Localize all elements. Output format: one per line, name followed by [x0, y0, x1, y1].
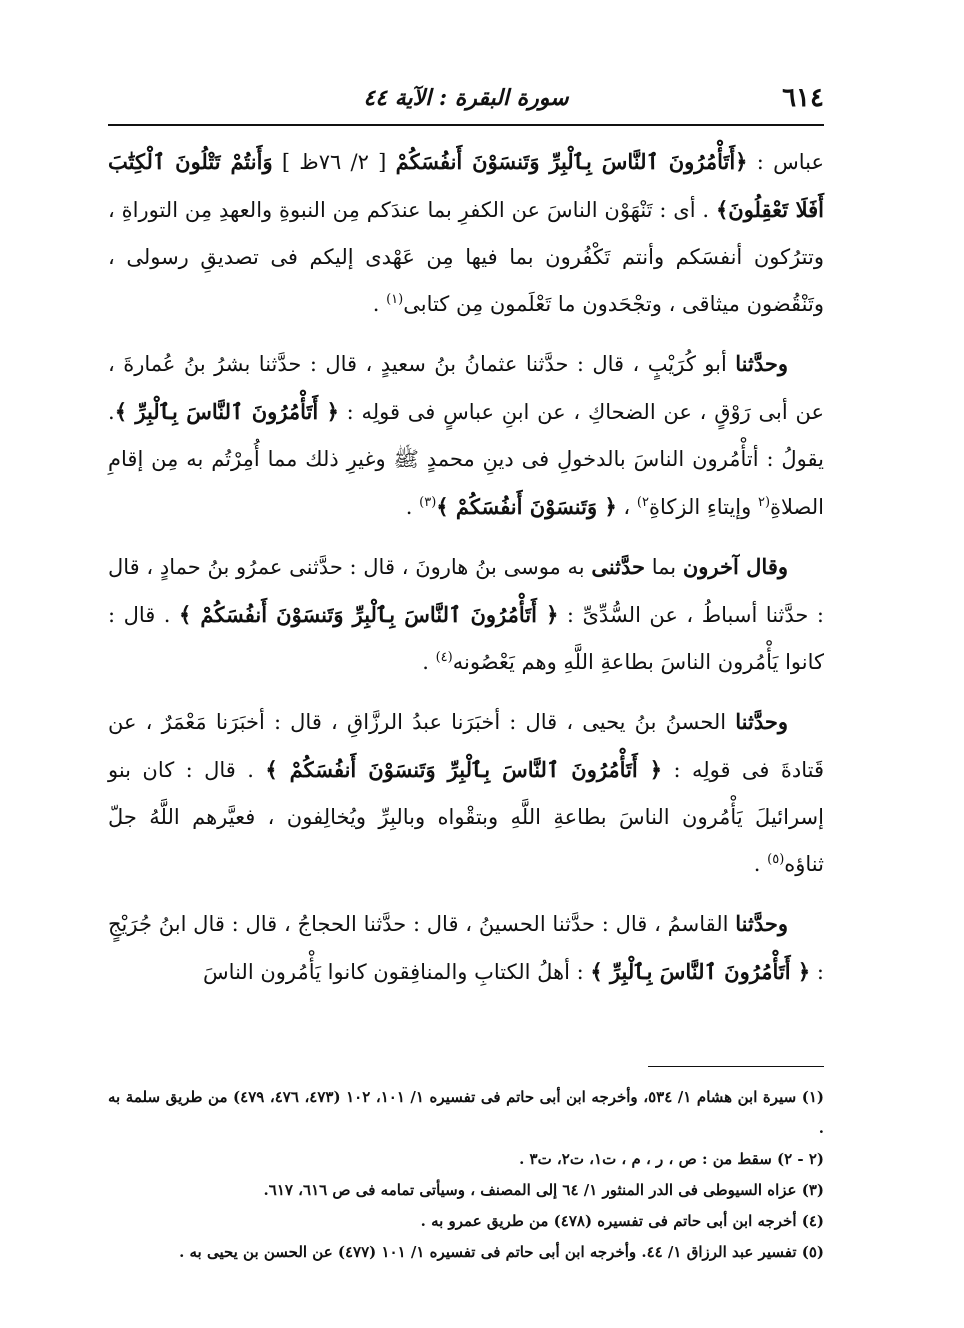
header-rule	[108, 124, 824, 126]
narration-marker: وقال آخرون	[682, 554, 789, 579]
text-run: . قال : كان بنو إسرائيلَ يَأْمُرون الناسَ بطاعةِ اللَّهِ وبتقْواه وبالبِرِّ ويُخالِفون ، فعيَّرهم اللَّهُ جلّ ثناؤه	[108, 758, 824, 876]
text-run: بما	[645, 555, 683, 579]
text-run: .	[372, 292, 387, 316]
footnote-2: (٢ - ٢) سقط من : ص ، ر ، م ، ت١، ت٢، ت٣ .	[519, 1150, 824, 1168]
text-run: أبو كُرَيْبٍ ، قال : حدَّثنا عثمانُ بنُ سعيدٍ ، قال : حدَّثنا بشرُ بنُ عُمارةَ ، عن أبى رَوْقٍ ، عن الضحاكِ ، عن ابنِ عباسٍ فى قولِه :	[108, 352, 825, 424]
footnote-ref: (١)	[386, 292, 404, 307]
text-run: : أهلُ الكتابِ والمنافِقون كانوا يَأْمُرون الناسَ	[203, 960, 591, 984]
narration-marker: وحدَّثنا	[735, 351, 788, 376]
main-text	[108, 138, 824, 1008]
text-run: .	[422, 650, 436, 674]
text-run: .	[753, 852, 768, 876]
quran-quote: ﴿أَتَأْمُرُونَ ٱلنَّاسَ بِٱلْبِرِّ وَتَنسَوْنَ أَنفُسَكُمْ	[395, 149, 748, 174]
text-run: وإيتاءِ الزكاةِ	[648, 495, 758, 519]
quran-quote: ﴿ أَتَأْمُرُونَ ٱلنَّاسَ بِٱلْبِرِّ وَتَنسَوْنَ أَنفُسَكُمْ ﴾	[178, 602, 559, 627]
paragraph-1	[108, 138, 824, 328]
paragraph-5	[108, 900, 824, 996]
text-run: عباس :	[747, 150, 824, 174]
quran-quote: ﴿ أَتَأْمُرُونَ ٱلنَّاسَ بِٱلْبِرِّ ﴾	[114, 399, 339, 424]
footnote-ref: (٢	[757, 495, 771, 510]
footnote-4: (٤) أخرجه ابن أبى حاتم فى تفسيره (٤٧٨) من طريق عمرو به .	[420, 1212, 824, 1230]
narration-marker: حدَّثنى	[591, 554, 646, 579]
quran-quote: ﴿ أَتَأْمُرُونَ ٱلنَّاسَ بِٱلْبِرِّ وَتَنسَوْنَ أَنفُسَكُمْ ﴾	[265, 757, 663, 782]
footnote-1: (١) سيرة ابن هشام ١/ ٥٣٤، وأخرجه ابن أبى حاتم فى تفسيره ١/ ١٠١، ١٠٢ (٤٧٣، ٤٧٦، ٤٧٩) من طريق سلمة به .	[108, 1088, 824, 1137]
narration-marker: وحدَّثنا	[735, 911, 788, 936]
text-run: ،	[616, 495, 637, 519]
footnote-ref: (٤)	[435, 650, 453, 665]
footnote-3: (٣) عزاه السيوطى فى الدر المنثور ١/ ٦٤ إلى المصنف ، وسيأتى تمامه فى ص ٦١٦، ٦١٧.	[263, 1181, 824, 1199]
text-run: به موسى بنُ هارونَ ، قال : حدَّثنى عمرُو بنُ حمادٍ ، قال : حدَّثنا أسباطُ ، عن السُّدِّىِّ :	[108, 555, 824, 627]
text-run: . أى : تَنْهَوْن الناسَ عن الكفرِ بما عندَكم مِن النبوةِ والعهدِ مِن التوراةِ ، وتترُكون أنفسَكم وأنتم تَكْفُرون بما فيها مِن عَهْدى إليكم فى تصديقِ رسولى ، وتَنْقُضون ميثاقى ، وتجْحَدون ما تَعْلَمون مِن كتابى	[108, 198, 824, 316]
text-run: [ ٢/ ٧٦ظ ]	[272, 150, 396, 174]
quran-quote: ﴿ أَتَأْمُرُونَ ٱلنَّاسَ بِٱلْبِرِّ ﴾	[590, 959, 811, 984]
text-run: الحسنُ بنُ يحيى ، قال : أخبَرَنا عبدُ الرزَّاقِ ، قال : أخبَرَنا مَعْمَرٌ ، عن قَتادةَ فى قولِه :	[108, 710, 825, 782]
footnote-ref: (٥)	[767, 852, 785, 867]
text-run: القاسمُ ، قال : حدَّثنا الحسينُ ، قال : حدَّثنا الحجاجُ ، قال : قال ابنُ جُرَيْجٍ :	[108, 912, 824, 984]
text-run: .	[405, 495, 420, 519]
footnote-ref: (٣)	[419, 495, 437, 510]
quran-quote: وَأَنتُمْ تَتْلُونَ ٱلْكِتَٰبَ أَفَلَا تَعْقِلُونَ﴾	[108, 149, 824, 222]
page-number: ٦١٤	[782, 83, 824, 113]
text-run: . يقولُ : أتأْمُرون الناسَ بالدخولِ فى دينِ محمدٍ ﷺ وغيرِ ذلك مما أُمِرْتُم به مِن إقامِ الصلاةِ	[108, 400, 824, 519]
paragraph-4	[108, 698, 824, 888]
footnotes	[108, 1082, 824, 1268]
footnote-5: (٥) تفسير عبد الرزاق ١/ ٤٤. وأخرجه ابن أبى حاتم فى تفسيره ١/ ١٠١ (٤٧٧) عن الحسن بن يحيى به .	[179, 1243, 824, 1261]
footnote-ref: ٢)	[636, 495, 649, 510]
paragraph-2	[108, 340, 824, 531]
footnote-separator	[648, 1066, 824, 1067]
paragraph-3	[108, 543, 824, 686]
running-title: سورة البقرة : الآية ٤٤	[363, 85, 569, 111]
quran-quote: ﴿ وَتَنسَوْنَ أَنفُسَكُمْ ﴾	[436, 494, 617, 519]
text-run: . قال : كانوا يَأْمُرون الناسَ بطاعةِ اللَّهِ وهم يَعْصُونه	[108, 603, 824, 674]
narration-marker: وحدَّثنا	[735, 709, 788, 734]
page-header	[108, 78, 824, 118]
